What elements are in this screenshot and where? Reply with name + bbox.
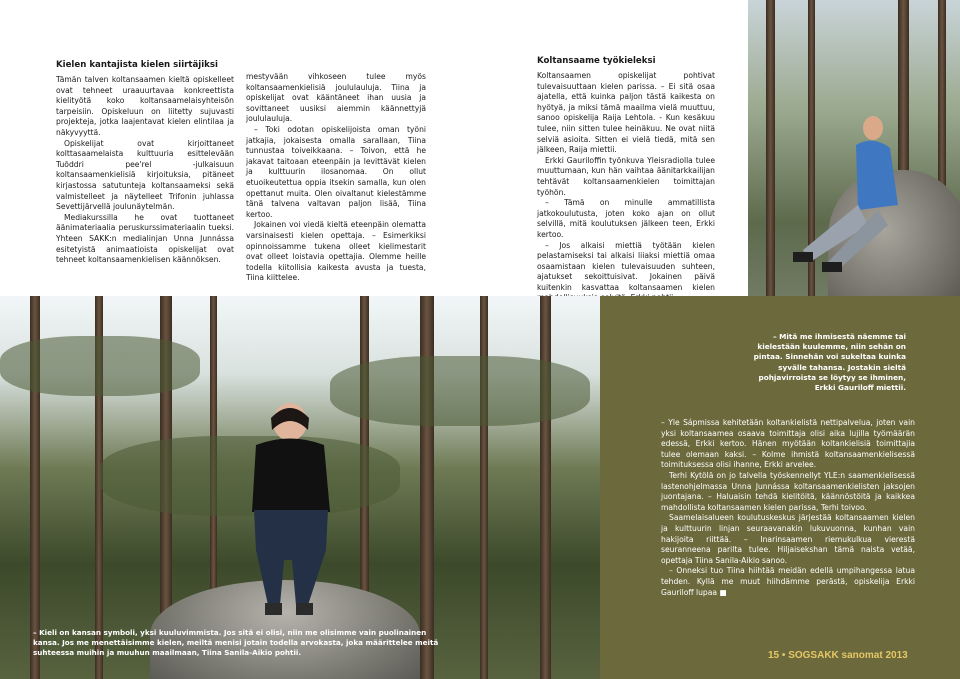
article-column-4 [661, 418, 915, 598]
person-tiina [238, 400, 338, 630]
paragraph: Jokainen voi viedä kieltä eteenpäin olematta varsinaisesti kielen opettaja. – Esimerkiksi opinnoissamme tukena olleet kielimestarit ovat olleet loistavia opettajia. Olemme heille todella kiitollisia kaikesta avusta ja tuesta, Tiina kiittelee. [246, 220, 426, 283]
paragraph: – Yle Sápmissa kehitetään koltankielistä nettipalvelua, joten vain yksi koltansaamea osaava toimittaja olisi aika lujilla työmäärän edessä, Erkki kertoo. Hänen myötään koltankielisiä toimittajia tulee olemaan kaksi. – Kolme ihmistä koltansaamenkielisessä toimituksessa olisi ihanne, Erkki arvelee. [661, 418, 915, 470]
page-footer [768, 650, 908, 661]
pull-quote-erkki: – Mitä me ihmisestä näemme tai kielestään kuulemme, niin sehän on pintaa. Sinnehän voi sukeltaa kuinka syvälle tahansa. Jostakin sieltä pohjavirroista se löytyy se ihminen, Erkki Gauriloff miettii. [753, 332, 906, 393]
paragraph: Opiskelijat ovat kirjoittaneet kolttasaamelaista kulttuuria esittelevään Tuõddri pee'rel -julkaisuun koltansaamenkielisiä kirjoituksia, pitäneet kirjastossa satutunteja koltansaameksi sekä valmistelleet ja näytelleet Trifonin juhlassa Sevettijärvellä joulunäytelmän. [56, 138, 234, 212]
article-column-3 [537, 56, 715, 304]
paragraph: – Tämä on minulle ammatillista jatkokoulutusta, joten koko ajan on ollut selvillä, mitä koulutuksen jälkeen teen, Erkki kertoo. [537, 198, 715, 239]
page-number: 15 [768, 650, 780, 661]
paragraph: Saamelaisalueen koulutuskeskus järjestää koltansaamen kielen ja kulttuurin linjan seuraavanakin lukuvuonna, kunhan vain hakijoita riittää. – Inarinsaamen riemukulkua vierestä seuranneena parilta tulee. Hiljaisekshan tämä naista vetää, opettaja Tiina Sanila-Aikio sanoo. [661, 513, 915, 565]
column-3-text [537, 71, 715, 304]
article-column-2 [246, 72, 426, 284]
footer-bullet: • [781, 650, 786, 661]
paragraph: – Toki odotan opiskelijoista oman työni jatkajia, jokaisesta omalla sarallaan, Tiina tunnustaa toiveikkaana. – Toivon, että he jakavat taitoaan eteenpäin ja levittävät kielen ja kulttuurin ilosanomaa. On ollut etuoikeutettua oppia itsekin samalla, kun olen opettanut muita. Olen oivaltanut kielestämme tänä talvena valtavan paljon lisää, Tiina kertoo. [246, 124, 426, 219]
photo-caption-tiina: – Kieli on kansan symboli, yksi kuuluvimmista. Jos sitä ei olisi, niin me olisimme vain puolinainen kansa. Jos me menettäisimme kielen, meiltä menisi jotain todella arvokasta, joka määrittelee meitä suhteessa muihin ja muuhun maailmaan, Tiina Sanila-Aikio pohtii. [33, 628, 439, 658]
publication-name: SOGSAKK sanomat 2013 [788, 650, 908, 661]
column-2-text [246, 72, 426, 284]
paragraph: Erkki Gauriloffin työnkuva Yleisradiolla tulee muuttumaan, kun hän vaihtaa äänitarkkailijan tehtävät koltansaamenkielen toimittajan työhön. [537, 155, 715, 197]
paragraph: Terhi Kytölä on jo talvella työskennellyt YLE:n saamenkielisessä lastenohjelmassa Unna Junnássa koltansaamenkielisten jaksojen juontajana. – Haluaisin tehdä kielitöitä, käännöstöitä ja kaikkea mahdollista koltansaamen kielen parissa, Terhi toivoo. [661, 470, 915, 512]
photo-erkki-on-rock [748, 0, 960, 318]
paragraph: – Jos alkaisi miettiä työtään kielen pelastamiseksi tai alkaisi liiaksi miettiä omaa osaamistaan kielen tulevaisuuden suhteen, ajatukset sekoittuisivat. Jokainen päivä kuitenkin kasvattaa koltansaamen kielen [537, 240, 715, 292]
paragraph: Tämän talven koltansaamen kieltä opiskelleet ovat tehneet uraauurtavaa konkreettista kielityötä koko koltansaamelaisyhteisön tarpeisiin. Opiskeluun on liitetty sujuvasti projekteja, jotka laajentavat kielen elintilaa ja näkyvyyttä. [56, 75, 234, 137]
section-heading-koltansaame-tyokieleksi: Koltansaame työkieleksi [537, 56, 656, 66]
paragraph: – Onneksi tuo Tiina hiihtää meidän edellä umpihangessa latua tehden. Kyllä me muut hiihdämme perästä, opiskelija Erkki Gauriloff lupaa ■ [661, 566, 915, 597]
column-4-text [661, 418, 915, 598]
paragraph: Mediakurssilla he ovat tuottaneet äänimateriaalia peruskurssimateriaalin tueksi. Yhteen SAKK:n medialinjan Unna Junnássa esitetyistä animaatioista opiskelijat ovat tehneet koltansaamenkielisen käännöksen. [56, 212, 234, 265]
article-column-1 [56, 60, 234, 266]
paragraph: mestyvään vihkoseen tulee myös koltansaamenkielisiä joululauluja. Tiina ja opiskelijat ovat kääntäneet ihan uusia ja sovittaneet uusiksi aiemmin käännettyjä joululauluja. [246, 72, 426, 124]
paragraph: Koltansaamen opiskelijat pohtivat tulevaisuuttaan kielen parissa. – Ei sitä osaa ajatella, että kuinka paljon tästä kaikesta on hyötyä, ja miksi tämä maailma vielä muuttuu, sanoo opiskelija Raija Lehtola. - Kun kesäkuu tulee, niin sitten tulee heinäkuu. Ne ovat niitä selviä asioita. Sitten ei vielä tiedä, mitä sen jälkeen, Raija miettii. [537, 71, 715, 155]
section-heading-kielen-kantajista: Kielen kantajista kielen siirtäjiksi [56, 60, 218, 70]
column-1-text [56, 75, 234, 266]
